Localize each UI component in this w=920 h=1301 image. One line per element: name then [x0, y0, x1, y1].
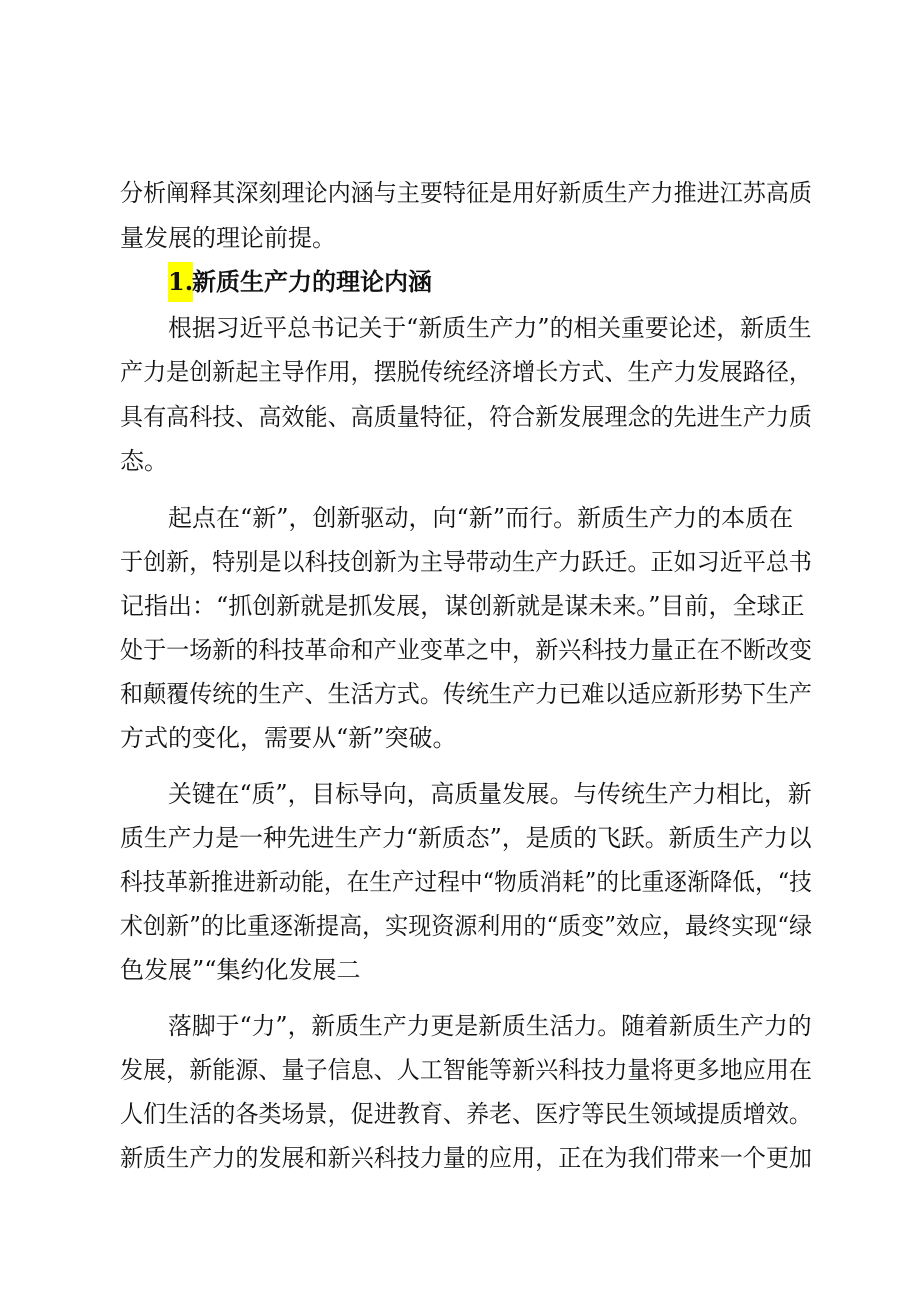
paragraph-line — [0, 774, 920, 814]
line-text: 于创新，特别是以科技创新为主导带动生产力跃迁。正如习近平总书 — [120, 548, 812, 576]
line-text: 新质生产力的发展和新兴科技力量的应用，正在为我们带来一个更加 — [120, 1144, 812, 1172]
paragraph-line — [0, 586, 920, 626]
paragraph-line — [0, 498, 920, 538]
line-text: 产力是创新起主导作用，摆脱传统经济增长方式、生产力发展路径， — [120, 358, 812, 386]
line-text: 量发展的理论前提。 — [120, 224, 336, 252]
paragraph-line — [0, 630, 920, 670]
line-text: 质生产力是一种先进生产力“新质态”，是质的飞跃。新质生产力以 — [120, 824, 812, 852]
paragraph-line — [0, 1050, 920, 1090]
line-text: 和颠覆传统的生产、生活方式。传统生产力已难以适应新形势下生产 — [120, 680, 812, 708]
line-text: 落脚于“力”，新质生产力更是新质生活力。随着新质生产力的 — [168, 1012, 812, 1040]
line-text: 发展，新能源、量子信息、人工智能等新兴科技力量将更多地应用在 — [120, 1056, 812, 1084]
paragraph-line — [0, 1094, 920, 1134]
paragraph-line — [0, 542, 920, 582]
line-text: 关键在“质”，目标导向，高质量发展。与传统生产力相比，新 — [168, 780, 812, 808]
line-text: 记指出：“抓创新就是抓发展，谋创新就是谋未来。”目前，全球正 — [120, 592, 805, 620]
paragraph-line — [0, 862, 920, 902]
line-text: 色发展”“集约化发展二 — [120, 956, 361, 984]
paragraph-line — [0, 1138, 920, 1178]
heading-number: 1. — [168, 262, 193, 302]
paragraph-line — [0, 173, 920, 213]
paragraph-line — [0, 352, 920, 392]
line-text: 方式的变化，需要从“新”突破。 — [120, 724, 457, 752]
paragraph-line — [0, 674, 920, 714]
paragraph-line — [0, 906, 920, 946]
paragraph-line — [0, 818, 920, 858]
heading-text: 新质生产力的理论内涵 — [192, 267, 432, 296]
line-text: 科技革新推进新动能，在生产过程中“物质消耗”的比重逐渐降低，“技 — [120, 868, 812, 896]
line-text: 分析阐释其深刻理论内涵与主要特征是用好新质生产力推进江苏高质 — [120, 179, 812, 207]
paragraph-line — [0, 441, 920, 481]
line-text: 态。 — [120, 447, 168, 475]
paragraph-line — [0, 950, 920, 990]
section-heading — [0, 262, 920, 302]
paragraph-line — [0, 718, 920, 758]
line-text: 术创新”的比重逐渐提高，实现资源利用的“质变”效应，最终实现“绿 — [120, 912, 813, 940]
paragraph-line — [0, 308, 920, 348]
paragraph-line — [0, 218, 920, 258]
line-text: 人们生活的各类场景，促进教育、养老、医疗等民生领域提质增效。 — [120, 1100, 812, 1128]
paragraph-line — [0, 1006, 920, 1046]
line-text: 具有高科技、高效能、高质量特征，符合新发展理念的先进生产力质 — [120, 403, 812, 431]
line-text: 处于一场新的科技革命和产业变革之中，新兴科技力量正在不断改变 — [120, 636, 812, 664]
line-text: 起点在“新”，创新驱动，向“新”而行。新质生产力的本质在 — [168, 504, 794, 532]
paragraph-line — [0, 397, 920, 437]
line-text: 根据习近平总书记关于“新质生产力”的相关重要论述，新质生 — [168, 314, 812, 342]
